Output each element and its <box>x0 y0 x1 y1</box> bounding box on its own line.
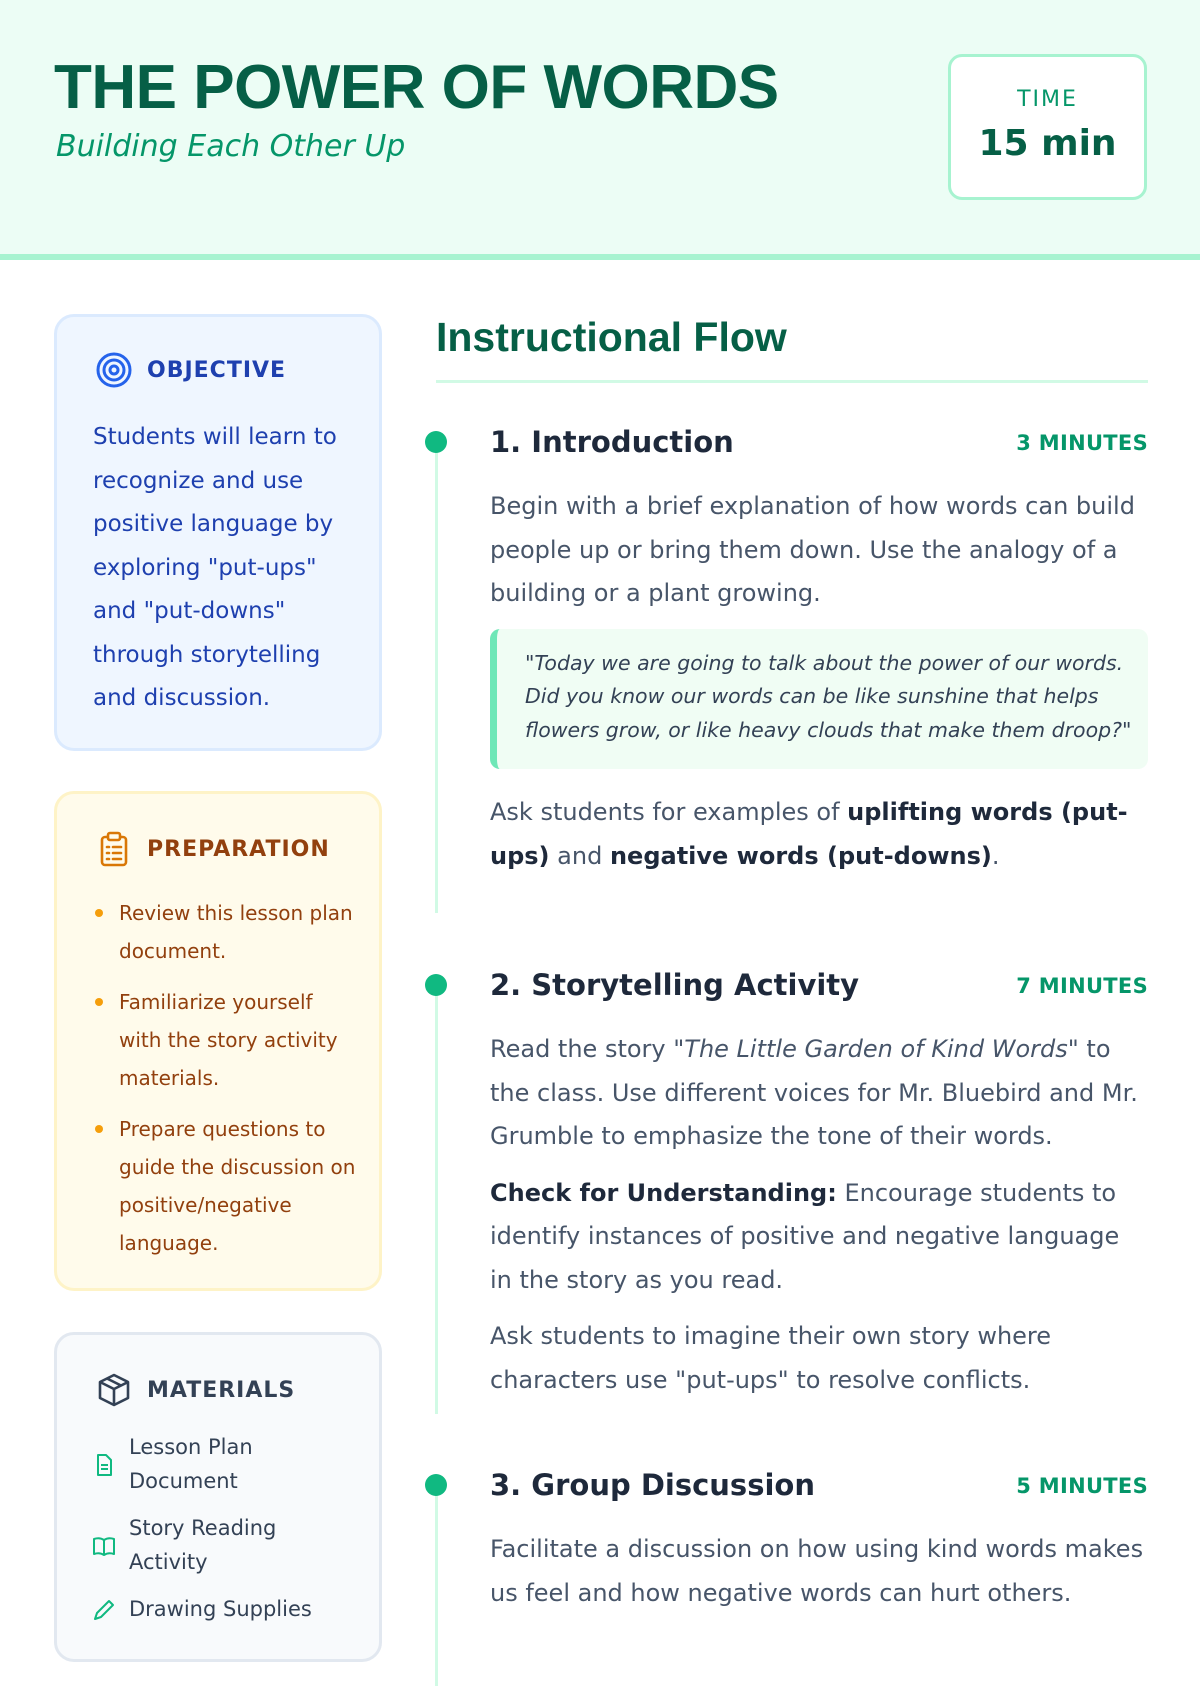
bold-term: uplifting words (put-ups) <box>490 798 1128 870</box>
preparation-item <box>95 894 357 970</box>
objective-text: Students will learn to recognize and use positive language by exploring "put-ups" and "put-downs" through storytelling and discussion. <box>93 424 337 711</box>
step-paragraph <box>490 791 1148 878</box>
text-segment: to the class. Use different voices for Mr. Bluebird and Mr. Grumble to emphasize the tone of their words. <box>490 1035 1138 1150</box>
timeline-line <box>435 1486 438 1686</box>
target-icon <box>95 351 133 389</box>
pencil-icon <box>91 1597 117 1623</box>
preparation-item <box>95 1110 357 1262</box>
step-header <box>490 968 1148 1004</box>
step-body <box>490 485 1148 891</box>
timeline-dot-icon <box>425 1474 447 1496</box>
step-paragraph <box>490 1028 1148 1159</box>
time-label: TIME <box>1017 87 1078 112</box>
materials-title: MATERIALS <box>147 1377 296 1403</box>
materials-list <box>91 1431 351 1641</box>
bold-term: Check for Understanding: <box>490 1178 837 1207</box>
time-value: 15 min <box>978 123 1117 164</box>
step-paragraph <box>490 1172 1148 1303</box>
step-paragraph: Facilitate a discussion on how using kind words makes us feel and how negative words can hurt others. <box>490 1535 1144 1607</box>
preparation-item-text: Review this lesson plan document. <box>119 901 353 963</box>
step-paragraph: Begin with a brief explanation of how words can build people up or bring them down. Use the analogy of a building or a plant growing. <box>490 492 1135 607</box>
material-item <box>91 1593 351 1627</box>
step-body <box>490 1528 1148 1628</box>
bullet-icon <box>95 909 103 917</box>
preparation-title: PREPARATION <box>147 836 330 862</box>
material-label: Drawing Supplies <box>129 1597 312 1621</box>
text-segment: and <box>549 841 610 870</box>
material-label: Lesson Plan Document <box>129 1435 253 1493</box>
time-box <box>948 54 1147 200</box>
material-label: Story Reading Activity <box>129 1516 277 1574</box>
text-segment: Read the story <box>490 1035 674 1063</box>
clipboard-icon <box>95 830 133 868</box>
teacher-quote: "Today we are going to talk about the power of our words. Did you know our words can be like sunshine that helps flowers grow, or like heavy clouds that make them droop?" <box>490 629 1148 770</box>
material-item <box>91 1512 351 1579</box>
document-icon <box>91 1452 117 1478</box>
section-divider <box>436 380 1148 383</box>
preparation-item-text: Familiarize yourself with the story activity materials. <box>119 990 338 1090</box>
header <box>0 0 1200 260</box>
page-subtitle: Building Each Other Up <box>56 129 406 164</box>
step-duration: 3 MINUTES <box>1016 431 1148 455</box>
text-segment: Ask students for examples of <box>490 798 848 826</box>
preparation-header <box>95 830 330 868</box>
timeline-dot-icon <box>425 431 447 453</box>
material-item <box>91 1431 351 1498</box>
page-title: THE POWER OF WORDS <box>54 53 779 122</box>
objective-card <box>54 314 382 751</box>
timeline-dot-icon <box>425 974 447 996</box>
bullet-icon <box>95 1125 103 1133</box>
step-title: 1. Introduction <box>490 425 734 459</box>
text-segment: . <box>991 841 1000 870</box>
objective-header <box>95 351 286 389</box>
bullet-icon <box>95 998 103 1006</box>
preparation-item-text: Prepare questions to guide the discussion on positive/negative language. <box>119 1117 356 1255</box>
preparation-item <box>95 983 357 1097</box>
book-icon <box>91 1533 117 1559</box>
step-duration: 7 MINUTES <box>1016 974 1148 998</box>
step-body <box>490 1028 1148 1415</box>
timeline-line <box>435 443 438 913</box>
step-title: 3. Group Discussion <box>490 1468 815 1502</box>
timeline-line <box>435 986 438 1414</box>
preparation-card <box>54 791 382 1291</box>
step-duration: 5 MINUTES <box>1016 1474 1148 1498</box>
step-header <box>490 425 1148 461</box>
story-title: "The Little Garden of Kind Words" <box>673 1035 1079 1063</box>
step-paragraph: Ask students to imagine their own story where characters use "put-ups" to resolve conflicts. <box>490 1322 1052 1394</box>
section-title: Instructional Flow <box>436 314 787 360</box>
step-title: 2. Storytelling Activity <box>490 968 860 1002</box>
box-icon <box>95 1371 133 1409</box>
preparation-list <box>95 894 357 1275</box>
materials-header <box>95 1371 295 1409</box>
bold-term: negative words (put-downs) <box>609 841 992 870</box>
materials-card <box>54 1332 382 1662</box>
step-header <box>490 1468 1148 1504</box>
text-segment: Encourage students to identify instances of positive and negative language in the story as you read. <box>490 1178 1120 1294</box>
objective-title: OBJECTIVE <box>147 357 287 383</box>
